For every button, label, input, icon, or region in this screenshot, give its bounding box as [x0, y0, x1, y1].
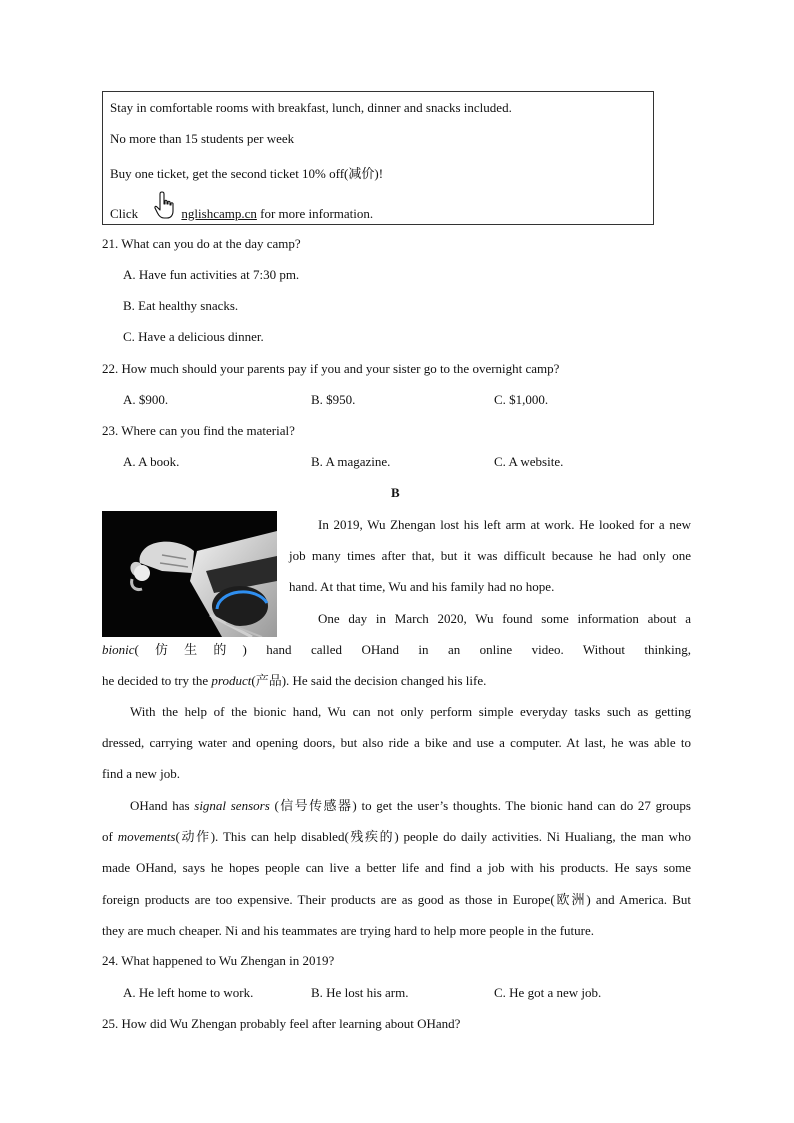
p3-line-2: dressed, carrying water and opening doors, but also ride a bike and use a computer. At last, he was able to — [102, 735, 691, 751]
q23-option-a: A. A book. — [123, 454, 180, 469]
term-movements: movements — [117, 829, 176, 845]
paragraph-1 — [289, 509, 691, 634]
p2-line-1: One day in March 2020, Wu found some information about a — [318, 610, 691, 626]
p2-line-2-rest: (仿生的) hand called OHand in an online video. Without thinking, — [134, 642, 691, 657]
question-25: 25. How did Wu Zhengan probably feel after learning about OHand? — [102, 1016, 461, 1031]
camp-link[interactable]: nglishcamp.cn — [181, 206, 257, 221]
p4-line-2-rest: (动作). This can help disabled(残疾的) people do daily activities. Ni Hualiang, the man who — [175, 829, 691, 845]
p1-line-3: hand. At that time, Wu and his family had no hope. — [289, 579, 555, 595]
ad-line-meals: Stay in comfortable rooms with breakfast, lunch, dinner and snacks included. — [110, 100, 512, 115]
ad-box — [102, 91, 654, 225]
q24-option-b: B. He lost his arm. — [311, 985, 409, 1000]
ad-line-click — [110, 206, 373, 222]
term-signal-sensors: signal sensors — [194, 798, 270, 813]
paragraph-2 — [102, 634, 691, 696]
p1-line-1: In 2019, Wu Zhengan lost his left arm at work. He looked for a new — [318, 517, 691, 532]
question-22: 22. How much should your parents pay if you and your sister go to the overnight camp? — [102, 361, 560, 376]
paragraph-3 — [102, 696, 691, 790]
q22-option-b: B. $950. — [311, 392, 356, 407]
q21-option-b: B. Eat healthy snacks. — [123, 298, 239, 313]
p2-line-3-pre: he decided to try the — [102, 673, 212, 689]
p2-line-2 — [102, 634, 691, 665]
question-21: 21. What can you do at the day camp? — [102, 236, 301, 251]
p4-line-2-pre: of — [102, 829, 118, 845]
p4-line-1 — [102, 790, 691, 821]
q22-option-c: C. $1,000. — [494, 392, 549, 407]
p4-line-4: foreign products are too expensive. Their products are as good as those in Europe(欧洲) and America. But — [102, 891, 691, 907]
ad-line-ticket: Buy one ticket, get the second ticket 10% off(减价)! — [110, 166, 384, 181]
p4-line-5: they are much cheaper. Ni and his teammates are trying hard to help more people in the future. — [102, 922, 595, 938]
q21-option-a: A. Have fun activities at 7:30 pm. — [123, 267, 300, 282]
q21-option-c: C. Have a delicious dinner. — [123, 329, 264, 344]
p4-line-1-rest: (信号传感器) to get the user’s thoughts. The bionic hand can do 27 groups — [269, 798, 691, 813]
question-23: 23. Where can you find the material? — [102, 423, 295, 438]
term-bionic: bionic — [102, 642, 135, 657]
p4-line-1-pre: OHand has — [130, 798, 195, 813]
ad-line-students: No more than 15 students per week — [110, 131, 295, 146]
click-label: Click — [110, 206, 139, 221]
q24-option-a: A. He left home to work. — [123, 985, 254, 1000]
pointer-hand-icon — [153, 190, 179, 222]
q23-option-b: B. A magazine. — [311, 454, 391, 469]
p4-line-3: made OHand, says he hopes people can live a better life and find a job with his products. He says some — [102, 860, 691, 876]
q23-option-c: C. A website. — [494, 454, 564, 469]
p3-line-3: find a new job. — [102, 766, 180, 782]
click-suffix: for more information. — [256, 206, 374, 221]
p1-line-2: job many times after that, but it was difficult because he had only one — [289, 548, 691, 564]
bionic-hand-photo — [102, 511, 277, 637]
q22-option-a: A. $900. — [123, 392, 169, 407]
q24-option-c: C. He got a new job. — [494, 985, 602, 1000]
p2-line-3-rest: (产品). He said the decision changed his life. — [251, 673, 487, 689]
question-24: 24. What happened to Wu Zhengan in 2019? — [102, 953, 335, 968]
p2-line-3 — [102, 665, 691, 696]
term-product: product — [211, 673, 252, 689]
paragraph-4 — [102, 790, 691, 946]
p3-line-1: With the help of the bionic hand, Wu can not only perform simple everyday tasks such as getting — [130, 704, 691, 719]
section-heading-b: B — [391, 485, 400, 500]
bionic-hand-illustration — [102, 511, 277, 637]
p4-line-2 — [102, 821, 691, 852]
